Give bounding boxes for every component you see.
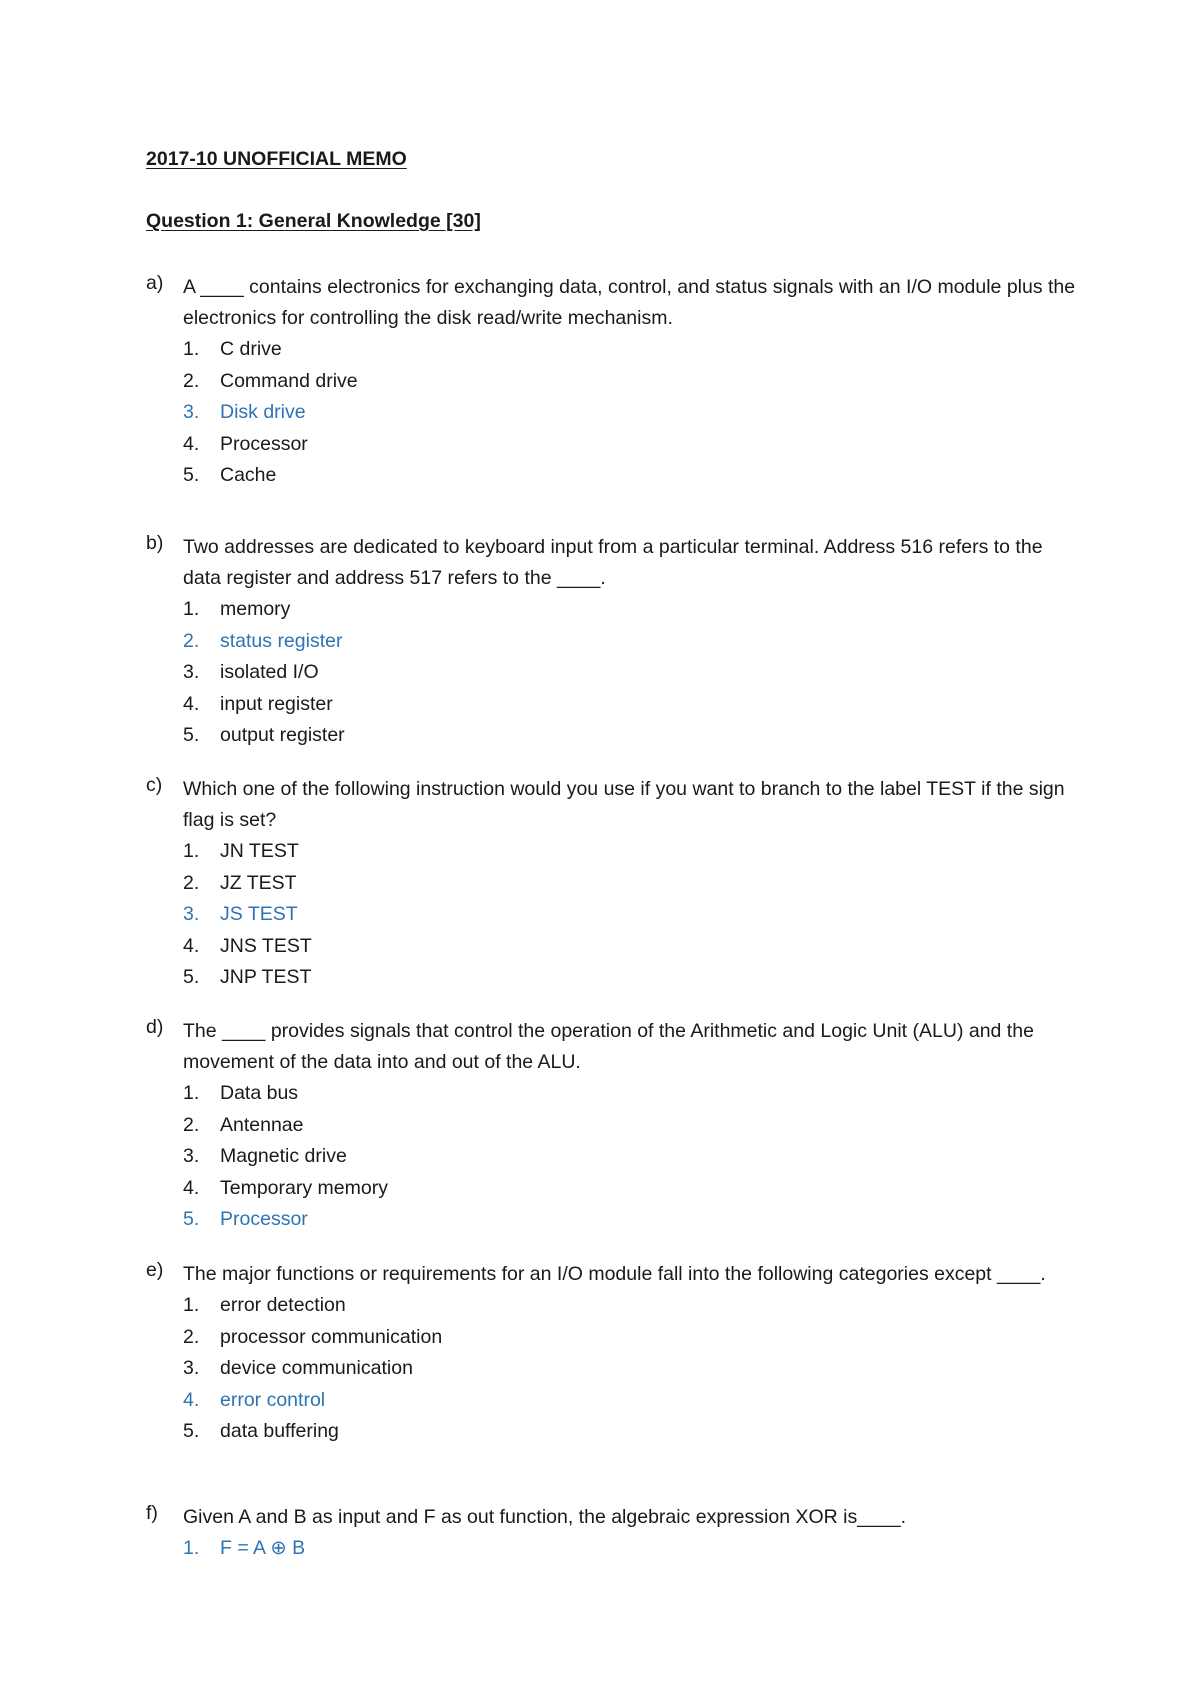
question-text: Two addresses are dedicated to keyboard input from a particular terminal. Address 516 refers to the data register and address 517 refers to the ____. [183, 536, 1043, 589]
option-number: 5. [183, 966, 200, 988]
answer-option [183, 836, 1076, 868]
answer-option [183, 689, 1076, 721]
option-text: output register [220, 724, 345, 746]
option-text: JN TEST [220, 840, 299, 862]
option-number: 1. [183, 1082, 200, 1104]
option-number: 5. [183, 724, 200, 746]
option-number: 3. [183, 401, 200, 423]
question-text: A ____ contains electronics for exchanging data, control, and status signals with an I/O module plus the electronics for controlling the disk read/write mechanism. [183, 276, 1076, 329]
option-text: isolated I/O [220, 661, 319, 683]
question-letter: e) [146, 1259, 164, 1281]
option-text: Cache [220, 464, 277, 486]
question-text: Given A and B as input and F as out function, the algebraic expression XOR is____. [183, 1506, 907, 1528]
option-text: memory [220, 598, 291, 620]
option-number: 2. [183, 629, 200, 652]
question-letter: d) [146, 1016, 164, 1038]
option-text: input register [220, 692, 333, 715]
option-number: 3. [183, 903, 200, 925]
option-number: 2. [183, 1325, 200, 1348]
option-text: error detection [220, 1294, 346, 1316]
option-text: status register [220, 629, 343, 652]
option-number: 3. [183, 1145, 200, 1167]
answer-option-correct [183, 1204, 1076, 1236]
answer-option-correct [183, 397, 1076, 429]
question-letter: f) [146, 1502, 158, 1524]
question-letter: a) [146, 272, 164, 294]
option-text: F = A ⊕ B [220, 1537, 306, 1559]
option-number: 2. [183, 871, 200, 894]
option-number: 5. [183, 1420, 200, 1442]
option-number: 1. [183, 598, 200, 620]
answer-options [183, 836, 1076, 994]
answer-options [183, 1078, 1076, 1236]
answer-option [183, 1078, 1076, 1110]
option-number: 1. [183, 1537, 200, 1559]
option-text: Data bus [220, 1082, 299, 1104]
option-number: 3. [183, 661, 200, 683]
answer-options [183, 334, 1076, 492]
option-text: Command drive [220, 369, 358, 392]
option-number: 2. [183, 369, 200, 392]
answer-option [183, 429, 1076, 461]
option-number: 4. [183, 692, 200, 715]
answer-option [183, 460, 1076, 492]
option-text: processor communication [220, 1325, 443, 1348]
option-text: device communication [220, 1357, 413, 1379]
option-number: 1. [183, 338, 200, 360]
option-number: 3. [183, 1357, 200, 1379]
question-letter: c) [146, 774, 163, 796]
answer-option-correct [183, 1385, 1076, 1417]
answer-option [183, 1322, 1076, 1354]
option-number: 4. [183, 1176, 200, 1199]
option-text: C drive [220, 338, 282, 360]
answer-option [183, 1416, 1076, 1448]
section-title: Question 1: General Knowledge [30] [146, 210, 481, 232]
option-text: Antennae [220, 1113, 304, 1136]
answer-option [183, 1110, 1076, 1142]
answer-option [183, 657, 1076, 689]
option-text: error control [220, 1388, 326, 1411]
answer-option [183, 1353, 1076, 1385]
option-text: JNS TEST [220, 934, 312, 957]
question-item [146, 774, 1076, 994]
answer-options [183, 1290, 1076, 1448]
option-text: Disk drive [220, 401, 306, 423]
question-item [146, 1502, 1076, 1565]
option-text: Magnetic drive [220, 1145, 347, 1167]
option-number: 4. [183, 1388, 200, 1411]
answer-option [183, 720, 1076, 752]
question-text: The ____ provides signals that control the operation of the Arithmetic and Logic Unit (ALU) and the movement of the data into and out of the ALU. [183, 1020, 1034, 1073]
answer-option-correct [183, 899, 1076, 931]
option-number: 4. [183, 432, 200, 455]
answer-option [183, 334, 1076, 366]
answer-option-correct [183, 626, 1076, 658]
question-item [146, 1016, 1076, 1236]
option-text: Temporary memory [220, 1176, 388, 1199]
answer-option [183, 931, 1076, 963]
option-text: JS TEST [220, 903, 298, 925]
question-letter: b) [146, 532, 164, 554]
answer-option [183, 1141, 1076, 1173]
question-item [146, 1259, 1076, 1448]
answer-option [183, 366, 1076, 398]
answer-option [183, 962, 1076, 994]
answer-option [183, 868, 1076, 900]
question-item [146, 272, 1076, 492]
option-number: 1. [183, 1294, 200, 1316]
question-text: Which one of the following instruction would you use if you want to branch to the label TEST if the sign flag is set? [183, 778, 1065, 831]
answer-option [183, 594, 1076, 626]
answer-options [183, 594, 1076, 752]
question-text: The major functions or requirements for an I/O module fall into the following categories except ____. [183, 1263, 1046, 1285]
document-title: 2017-10 UNOFFICIAL MEMO [146, 148, 407, 170]
question-item [146, 532, 1076, 752]
option-number: 5. [183, 464, 200, 486]
answer-option [183, 1173, 1076, 1205]
answer-option [183, 1290, 1076, 1322]
option-number: 5. [183, 1208, 200, 1230]
option-text: JZ TEST [220, 871, 297, 894]
option-text: Processor [220, 1208, 308, 1230]
option-text: Processor [220, 432, 308, 455]
answer-option-correct [183, 1533, 1076, 1565]
option-number: 1. [183, 840, 200, 862]
answer-options [183, 1533, 1076, 1565]
option-number: 4. [183, 934, 200, 957]
option-number: 2. [183, 1113, 200, 1136]
option-text: data buffering [220, 1420, 339, 1442]
option-text: JNP TEST [220, 966, 312, 988]
